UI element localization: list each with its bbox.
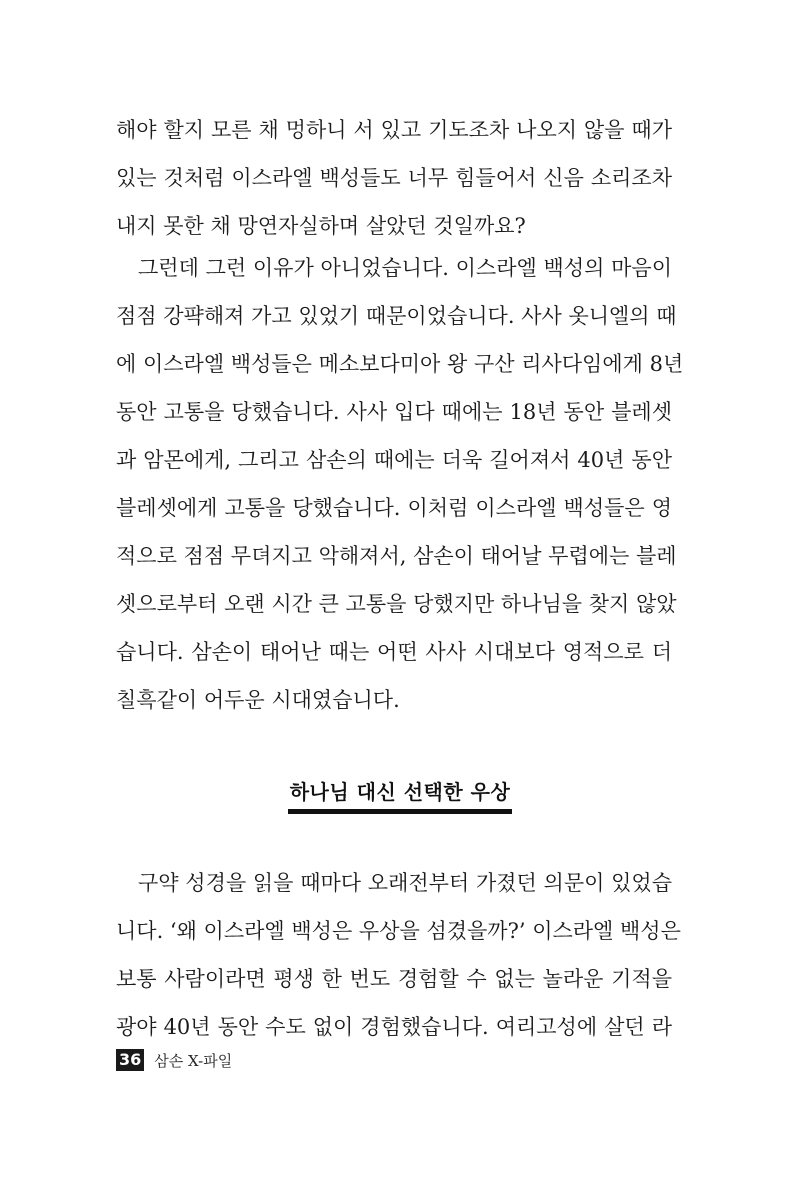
paragraph-continuation <box>116 106 672 250</box>
text-line: 셋으로부터 오랜 시간 큰 고통을 당했지만 하나님을 찾지 않았 <box>116 592 677 616</box>
text-line: 광야 40년 동안 수도 없이 경험했습니다. 여리고성에 살던 라 <box>116 1015 672 1039</box>
text-line: 습니다. 삼손이 태어난 때는 어떤 사사 시대보다 영적으로 더 <box>116 640 672 664</box>
text-line: 칠흑같이 어두운 시대였습니다. <box>116 688 400 712</box>
text-line: 점점 강퍅해져 가고 있었기 때문이었습니다. 사사 옷니엘의 때 <box>116 304 677 328</box>
text-line: 구약 성경을 읽을 때마다 오래전부터 가졌던 의문이 있었습 <box>138 871 672 895</box>
section-heading-wrapper <box>0 776 800 814</box>
text-line: 그런데 그런 이유가 아니었습니다. 이스라엘 백성의 마음이 <box>138 256 672 280</box>
page-number: 36 <box>116 1049 144 1071</box>
text-line: 내지 못한 채 망연자실하며 살았던 것일까요? <box>116 214 526 238</box>
text-line: 동안 고통을 당했습니다. 사사 입다 때에는 18년 동안 블레셋 <box>116 400 672 424</box>
text-line: 있는 것처럼 이스라엘 백성들도 너무 힘들어서 신음 소리조차 <box>116 166 672 190</box>
running-title: 삼손 X-파일 <box>154 1051 233 1070</box>
paragraph <box>116 244 684 724</box>
page-footer <box>116 1046 232 1074</box>
text-line: 보통 사람이라면 평생 한 번도 경험할 수 없는 놀라운 기적을 <box>116 967 672 991</box>
section-heading: 하나님 대신 선택한 우상 <box>288 776 513 814</box>
text-line: 해야 할지 모른 채 멍하니 서 있고 기도조차 나오지 않을 때가 <box>116 118 672 142</box>
text-line: 블레셋에게 고통을 당했습니다. 이처럼 이스라엘 백성들은 영 <box>116 496 672 520</box>
text-line: 적으로 점점 무뎌지고 악해져서, 삼손이 태어날 무렵에는 블레 <box>116 544 677 568</box>
text-line: 니다. ‘왜 이스라엘 백성은 우상을 섬겼을까?’ 이스라엘 백성은 <box>116 919 681 943</box>
paragraph <box>116 859 681 1051</box>
text-line: 과 암몬에게, 그리고 삼손의 때에는 더욱 길어져서 40년 동안 <box>116 448 672 472</box>
text-line: 에 이스라엘 백성들은 메소보다미아 왕 구산 리사다임에게 8년 <box>116 352 684 376</box>
